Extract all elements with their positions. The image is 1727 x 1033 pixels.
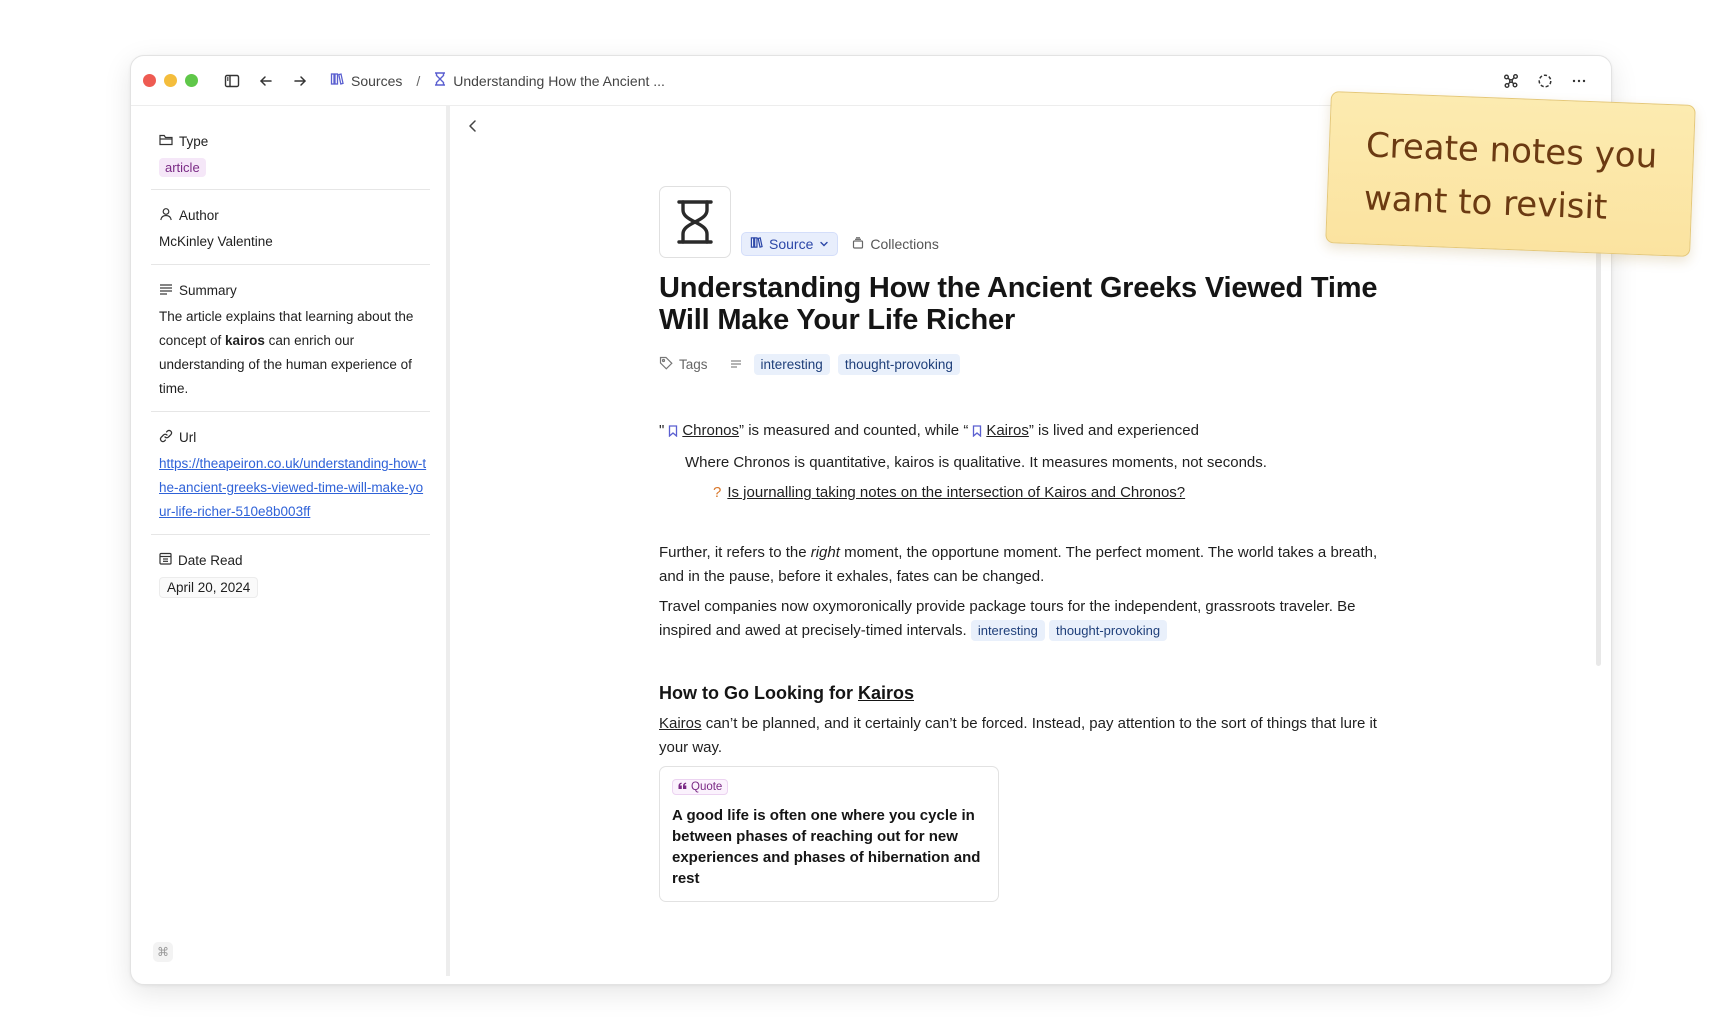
hourglass-icon [434,72,446,89]
summary-field-header [159,279,430,301]
back-arrow-icon[interactable] [254,69,278,93]
sidebar-scrollbar[interactable] [446,106,450,976]
breadcrumb-separator: / [416,72,421,89]
type-field [151,106,430,190]
tags-label-group [659,356,708,373]
para1-start: Further, it refers to the [659,544,811,561]
quote-marks-icon [678,781,687,793]
command-icon[interactable]: ⌘ [153,942,173,962]
calendar-icon [159,552,172,568]
summary-field [151,265,430,412]
text-lines-icon [159,283,173,298]
quote-end-text: ” is lived and experienced [1028,422,1199,439]
document-content [659,186,1379,902]
para3-text: can’t be planned, and it certainly can’t be forced. Instead, pay attention to the sort of things that lure it your way. [659,715,1377,756]
question-line [659,481,1379,505]
source-label: Source [769,236,814,252]
quote-middle-text: ” is measured and counted, while “ [739,422,969,439]
kairos-link[interactable]: Kairos [986,422,1029,439]
url-link[interactable]: https://theapeiron.co.uk/understanding-how-the-ancient-greeks-viewed-time-will-make-your-life-richer-510e8b003ff [159,456,427,519]
breadcrumb [330,72,665,89]
quote-open-mark: " [659,422,665,439]
sidebar-toggle-icon[interactable] [220,69,244,93]
author-field-header [159,204,430,226]
author-field [151,190,430,265]
section-heading[interactable] [659,683,1379,704]
quote-line [659,419,1379,445]
collection-icon [852,236,864,252]
sticky-note-callout [1325,91,1696,257]
date-read-field-header [159,549,430,571]
url-field [151,412,430,535]
tags-row [659,354,1379,375]
text-lines-icon [730,357,742,372]
breadcrumb-label: Sources [351,72,403,89]
date-read-label: Date Read [178,552,243,568]
document-title[interactable]: Understanding How the Ancient Greeks Viewed Time Will Make Your Life Richer [659,272,1378,336]
quote-text: A good life is often one where you cycle in between phases of reaching out for new experiences and phases of hibernation and rest [672,807,981,887]
properties-sidebar [139,106,447,976]
summary-text-start: The article explains that learning about the concept of [159,309,414,348]
document-hourglass-icon[interactable] [659,186,731,258]
para1-end: moment, the opportune moment. The perfect moment. The world takes a breath, and in the pause, before it exhales, fates can be changed. [659,544,1378,585]
tag-thought-provoking[interactable]: thought-provoking [838,354,960,375]
quote-card[interactable] [659,766,999,902]
para2-text: Travel companies now oxymoronically provide package tours for the independent, grassroots traveler. Be inspired and awed at precisely-timed intervals. [659,598,1356,639]
person-icon [159,207,173,224]
window-controls [143,74,198,87]
toolbar-right [1499,69,1591,93]
folder-icon [159,134,173,149]
paragraph-travel[interactable] [659,595,1379,643]
library-icon [750,236,763,252]
author-label: Author [179,207,219,223]
maximize-window-button[interactable] [185,74,198,87]
author-value[interactable]: McKinley Valentine [159,234,273,249]
more-options-icon[interactable] [1567,69,1591,93]
breadcrumb-sources[interactable] [330,72,402,89]
bookmark-icon [668,421,678,445]
bookmark-icon [972,421,982,445]
type-field-header [159,130,430,152]
chronos-link[interactable]: Chronos [682,422,740,439]
breadcrumb-current-page[interactable] [434,72,665,89]
document-scrollbar[interactable] [1596,246,1601,666]
summary-label: Summary [179,282,237,298]
nav-controls [220,69,312,93]
document-meta-row [741,232,939,256]
summary-value[interactable] [159,305,430,401]
url-label: Url [179,429,197,445]
heading-text: How to Go Looking for [659,683,858,703]
collections-button[interactable] [852,236,938,252]
collections-label: Collections [870,236,939,252]
sticky-note-text: Create notes you want to revisit [1363,125,1658,228]
chevron-down-icon [819,236,829,252]
paragraph-right-moment[interactable] [659,541,1379,589]
library-icon [330,72,344,89]
close-window-button[interactable] [143,74,156,87]
question-mark-icon: ? [713,484,722,501]
graph-icon[interactable] [1499,69,1523,93]
para1-italic: right [810,544,840,561]
date-read-field [151,535,430,608]
tags-label: Tags [679,357,708,372]
minimize-window-button[interactable] [164,74,177,87]
quote-label-pill [672,779,728,795]
type-value-pill[interactable]: article [159,158,206,177]
collapse-chevron-icon[interactable] [465,118,481,139]
heading-kairos-link[interactable]: Kairos [857,683,914,703]
sync-icon[interactable] [1533,69,1557,93]
summary-text-bold: kairos [225,333,265,348]
source-dropdown-button[interactable] [741,232,838,256]
breadcrumb-label: Understanding How the Ancient ... [453,72,665,89]
kairos-link[interactable]: Kairos [659,715,702,732]
type-label: Type [179,133,209,149]
question-link[interactable]: Is journalling taking notes on the intersection of Kairos and Chronos? [727,484,1186,501]
forward-arrow-icon[interactable] [288,69,312,93]
tag-interesting[interactable]: interesting [971,620,1045,641]
tag-interesting[interactable]: interesting [754,354,830,375]
summary-text-end: can enrich our understanding of the human experience of time. [159,333,412,396]
tag-icon [659,356,673,373]
indented-note[interactable]: Where Chronos is quantitative, kairos is qualitative. It measures moments, not seconds. [685,454,1267,471]
date-read-value[interactable]: April 20, 2024 [159,577,258,598]
quote-label: Quote [691,781,723,793]
url-field-header [159,426,430,448]
tag-thought-provoking[interactable]: thought-provoking [1049,620,1167,641]
link-icon [159,429,173,446]
paragraph-kairos[interactable] [659,712,1379,760]
